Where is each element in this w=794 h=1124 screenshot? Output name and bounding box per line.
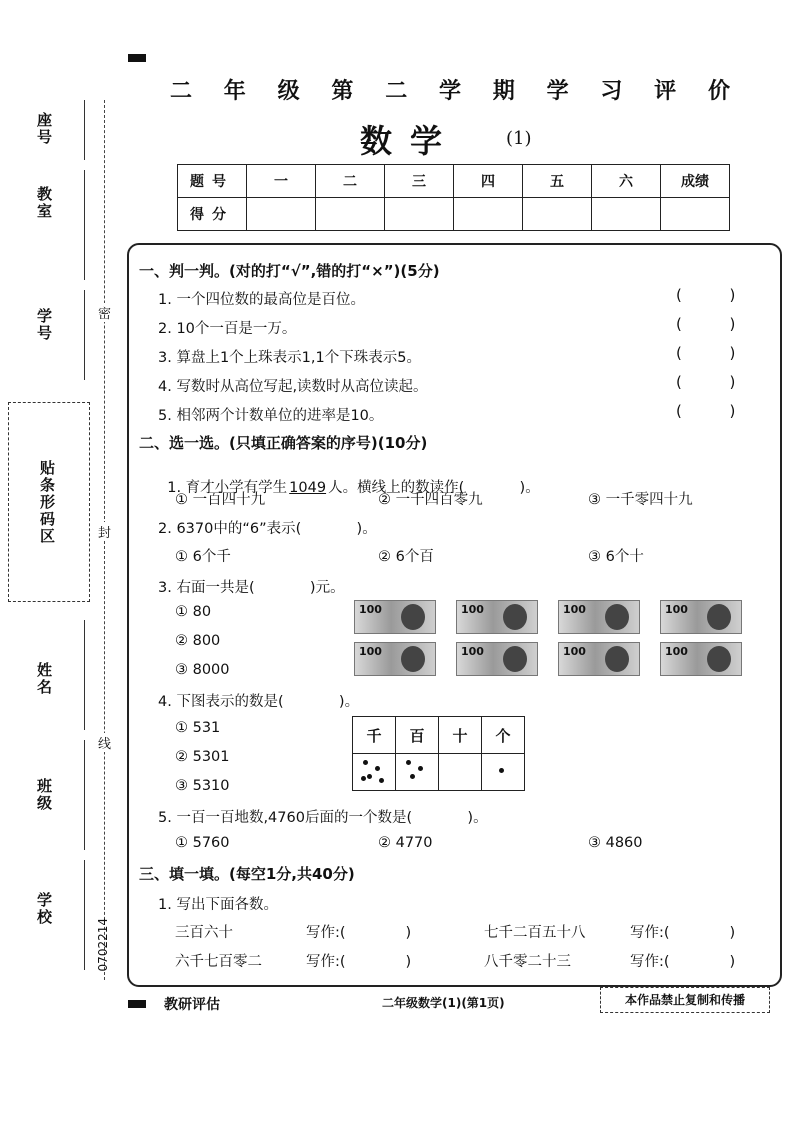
- place-header-hundreds: 百: [396, 717, 439, 754]
- margin-line-3: [84, 290, 85, 380]
- score-header-cell: 四: [454, 165, 523, 198]
- title-char: 期: [492, 78, 515, 104]
- s3-q1: 1. 写出下面各数。: [158, 897, 278, 913]
- banknote-100: [456, 600, 538, 634]
- bead-dot: [499, 768, 504, 773]
- s2-q3-option-1[interactable]: ① 80: [175, 604, 212, 620]
- banknote-100: [354, 642, 436, 676]
- edition-number: (1): [506, 128, 532, 149]
- bead-dot: [361, 776, 366, 781]
- s2-q1-suffix: 人。横线上的数读作( )。: [328, 480, 540, 496]
- s2-q4-option-2[interactable]: ② 5301: [175, 749, 230, 765]
- place-dots-tens: [439, 754, 482, 791]
- score-input-cell[interactable]: [661, 198, 730, 231]
- title-char: 二: [170, 78, 193, 104]
- class-label: 班级: [35, 778, 53, 812]
- bead-dot: [410, 774, 415, 779]
- classroom-label: 教室: [35, 186, 53, 220]
- bead-dot: [375, 766, 380, 771]
- banknote-100: [558, 642, 640, 676]
- seal-char-feng: 封: [98, 522, 111, 541]
- score-header-cell: 六: [592, 165, 661, 198]
- s2-q1-number: 1049: [289, 480, 327, 496]
- place-value-chart: [352, 716, 525, 791]
- score-input-cell[interactable]: [316, 198, 385, 231]
- margin-line-2: [84, 170, 85, 280]
- s2-q1-prefix: 1. 育才小学有学生: [167, 480, 288, 496]
- banknote-100: [456, 642, 538, 676]
- place-dots-thousands: [353, 754, 396, 791]
- s1-question-2: 2. 10个一百是一万。: [158, 321, 297, 337]
- s2-q3: 3. 右面一共是( )元。: [158, 580, 345, 596]
- place-dots-hundreds: [396, 754, 439, 791]
- title-char: 第: [331, 78, 354, 104]
- place-header-thousands: 千: [353, 717, 396, 754]
- s2-q5-option-2[interactable]: ② 4770: [378, 835, 433, 851]
- score-header-cell: 五: [523, 165, 592, 198]
- portrait-icon: [503, 646, 527, 672]
- banknote-denomination: 100: [563, 645, 586, 658]
- copyright-stamp: 本作品禁止复制和传播: [600, 987, 770, 1013]
- s3-item-label: 八千零二十三: [484, 954, 571, 970]
- subject-title: 数学: [360, 122, 461, 160]
- s1-question-3: 3. 算盘上1个上珠表示1,1个下珠表示5。: [158, 350, 421, 366]
- score-header-cell: 一: [247, 165, 316, 198]
- score-input-cell[interactable]: [385, 198, 454, 231]
- score-table: [177, 164, 730, 231]
- s1-answer-2[interactable]: ( ): [676, 315, 736, 333]
- s1-answer-4[interactable]: ( ): [676, 373, 736, 391]
- s3-item-answer[interactable]: 写作:( ): [306, 954, 412, 970]
- score-header-cell: 二: [316, 165, 385, 198]
- score-input-cell[interactable]: [523, 198, 592, 231]
- place-dots-ones: [482, 754, 525, 791]
- s3-item-answer[interactable]: 写作:( ): [306, 925, 412, 941]
- seat-label: 座号: [35, 112, 53, 146]
- score-input-cell[interactable]: [454, 198, 523, 231]
- seal-char-xian: 线: [98, 733, 111, 752]
- score-header-cell: 题号: [178, 165, 247, 198]
- bead-dot: [406, 760, 411, 765]
- place-header-tens: 十: [439, 717, 482, 754]
- s2-q4-option-3[interactable]: ③ 5310: [175, 778, 230, 794]
- margin-line-1: [84, 100, 85, 160]
- s2-q5-option-1[interactable]: ① 5760: [175, 835, 230, 851]
- banknote-denomination: 100: [461, 645, 484, 658]
- portrait-icon: [707, 646, 731, 672]
- score-row-label: 得分: [178, 198, 247, 231]
- s2-q1-option-2[interactable]: ② 一千四百零九: [378, 492, 483, 508]
- banknote-100: [558, 600, 640, 634]
- title-char: 级: [277, 78, 300, 104]
- s2-q4-option-1[interactable]: ① 531: [175, 720, 221, 736]
- barcode-area-label: 贴条形码区: [38, 460, 56, 545]
- portrait-icon: [401, 604, 425, 630]
- section1-title: 一、判一判。(对的打“√”,错的打“×”)(5分): [139, 262, 440, 280]
- portrait-icon: [707, 604, 731, 630]
- portrait-icon: [401, 646, 425, 672]
- s3-item-answer[interactable]: 写作:( ): [630, 925, 736, 941]
- banknote-denomination: 100: [665, 603, 688, 616]
- portrait-icon: [503, 604, 527, 630]
- section2-title: 二、选一选。(只填正确答案的序号)(10分): [139, 434, 428, 452]
- footer-brand: 教研评估: [164, 997, 220, 1013]
- s1-question-4: 4. 写数时从高位写起,读数时从高位读起。: [158, 379, 428, 395]
- score-header-cell: 成绩: [661, 165, 730, 198]
- title-char: 评: [654, 78, 677, 104]
- s1-answer-1[interactable]: ( ): [676, 286, 736, 304]
- place-header-ones: 个: [482, 717, 525, 754]
- exam-title: [170, 74, 730, 105]
- banknote-denomination: 100: [563, 603, 586, 616]
- name-label: 姓名: [35, 662, 53, 696]
- score-header-cell: 三: [385, 165, 454, 198]
- s2-q2: 2. 6370中的“6”表示( )。: [158, 521, 377, 537]
- title-char: 习: [600, 78, 623, 104]
- s2-q5-option-3[interactable]: ③ 4860: [588, 835, 643, 851]
- bead-dot: [418, 766, 423, 771]
- title-char: 学: [438, 78, 461, 104]
- title-char: 价: [707, 78, 730, 104]
- s2-q1-option-1[interactable]: ① 一百四十九: [175, 492, 266, 508]
- s1-answer-5[interactable]: ( ): [676, 402, 736, 420]
- registration-mark-bottom: [128, 1000, 146, 1008]
- s1-answer-3[interactable]: ( ): [676, 344, 736, 362]
- title-char: 学: [546, 78, 569, 104]
- bead-dot: [363, 760, 368, 765]
- seal-char-mi: 密: [98, 303, 111, 322]
- banknote-denomination: 100: [665, 645, 688, 658]
- s3-item-label: 七千二百五十八: [484, 925, 586, 941]
- banknote-100: [354, 600, 436, 634]
- title-char: 年: [223, 78, 246, 104]
- s2-q2-option-3[interactable]: ③ 6个十: [588, 549, 644, 565]
- banknote-denomination: 100: [359, 645, 382, 658]
- s2-q5: 5. 一百一百地数,4760后面的一个数是( )。: [158, 810, 488, 826]
- s2-q3-option-2[interactable]: ② 800: [175, 633, 221, 649]
- bead-dot: [379, 778, 384, 783]
- school-label: 学校: [35, 892, 53, 926]
- s1-question-5: 5. 相邻两个计数单位的进率是10。: [158, 408, 384, 424]
- serial-number: 0702214: [96, 918, 110, 972]
- s2-q1-option-3[interactable]: ③ 一千零四十九: [588, 492, 693, 508]
- s3-item-label: 三百六十: [175, 925, 233, 941]
- score-input-cell[interactable]: [592, 198, 661, 231]
- banknote-denomination: 100: [359, 603, 382, 616]
- s2-q4: 4. 下图表示的数是( )。: [158, 694, 360, 710]
- banknote-100: [660, 642, 742, 676]
- s1-question-1: 1. 一个四位数的最高位是百位。: [158, 292, 365, 308]
- section3-title: 三、填一填。(每空1分,共40分): [139, 865, 355, 883]
- s2-q2-option-2[interactable]: ② 6个百: [378, 549, 434, 565]
- registration-mark-top: [128, 54, 146, 62]
- student-no-label: 学号: [35, 308, 53, 342]
- banknote-denomination: 100: [461, 603, 484, 616]
- portrait-icon: [605, 646, 629, 672]
- s2-q2-option-1[interactable]: ① 6个千: [175, 549, 231, 565]
- score-input-cell[interactable]: [247, 198, 316, 231]
- margin-line-4: [84, 620, 85, 730]
- margin-line-6: [84, 860, 85, 970]
- s3-item-answer[interactable]: 写作:( ): [630, 954, 736, 970]
- footer-page-info: 二年级数学(1)(第1页): [382, 996, 505, 1010]
- s2-q3-option-3[interactable]: ③ 8000: [175, 662, 230, 678]
- bead-dot: [367, 774, 372, 779]
- title-char: 二: [385, 78, 408, 104]
- s3-item-label: 六千七百零二: [175, 954, 262, 970]
- margin-line-5: [84, 740, 85, 850]
- portrait-icon: [605, 604, 629, 630]
- banknote-100: [660, 600, 742, 634]
